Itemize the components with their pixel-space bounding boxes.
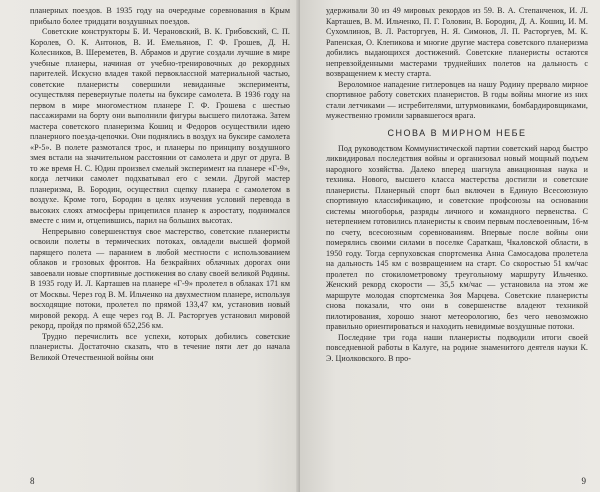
paragraph: удерживали 30 из 49 мировых рекордов из 59. В. А. Степанченок, И. Л. Карташев, В. М. Ильченко, П. Г. Головин, В. Бородин, Д. А. Кошиц, И. М. Сухомлинов, В. Л. Расторгуев, Н. Я. Симонов, Л. П. Расторгуев, М. К. Рапенская, О. Клепикова и многие другие мастера советского планеризма добились выдающихся достижений. Советские планеристы остаются непревзойденными мастерами труднейших полетов на дальность с возвращением к месту старта. — [326, 6, 588, 78]
paragraph: Вероломное нападение гитлеровцев на нашу Родину прервало мирное спортивное работу советских планеристов. В годы войны многие из них стали летчиками — истребителями, штурмовиками, бомбардировщиками, мужественно громили зарвавшегося врага. — [326, 79, 588, 120]
page-number: 8 — [30, 476, 35, 486]
right-page — [300, 0, 600, 492]
paragraph: Советские конструкторы Б. И. Черановский, В. К. Грибовский, С. П. Королев, О. К. Антонов, В. И. Емельянов, Г. Ф. Грошев, Д. Н. Колесников, В. Шереметев, В. Абрамов и другие создали лучшие в мире учебные планеры, начиная от учебно-тренировочных до рекордных парителей. Искусно владея такой первоклассной материальной частью, советские планеристы совершили невиданные эксперименты, осуществляя перевернутые полеты на буксире самолета. В 1936 году на первом в мире многоместном планере Г. Ф. Грошева с шестью пассажирами на борту они выполнили фигуры высшего пилотажа. Затем мастера советского планеризма Кошиц и Федоров осуществили идею планерного поезда-цепочки. Они поднялись в воздух на буксире самолета «Р-5». В полете размотался трос, и планеры по принципу воздушного змея встали на значительном расстоянии от самолета и друг от друга. В то же время Н. С. Юдин произвел смелый эксперимент на планере «Г-9», когда летчики самолет подхватывал его с земли. Другой мастер планеризма, В. Бородин, осуществил сцепку планера с самолетом в воздухе. Кроме того, Бородин в целях изучения условий перевода в высоких слоях атмосферы прицепился планер к аэростату, поднимался вместе с ним и, отцепившись, парил на больших высотах. — [30, 27, 290, 225]
paragraph: Трудно перечислить все успехи, которых добились советские планеристы. Достаточно сказать, что в течение пяти лет до начала Великой Отечественной войны они — [30, 331, 290, 362]
paragraph: Непрерывно совершенствуя свое мастерство, советские планеристы освоили полеты в термических потоках, овладели высшей формой парящего полета — паранием в любой местности с использованием облаков и грозовых фронтов. На безкрайних облачных дорогах они завоевали новые спортивные достижения во славу своей великой Родины. В 1935 году И. Л. Карташев на планере «Г-9» пролетел в облаках 171 км от Москвы. Через год В. М. Ильченко на двухместном планере, используя восходящие потоки, пролетел по прямой 133,47 км, установив новый мировой рекорд. А еще через год В. Л. Расторгуев установил мировой рекорд, пройдя по прямой 652,256 км. — [30, 226, 290, 330]
paragraph: Под руководством Коммунистической партии советский народ быстро ликвидировал последствия войны и организовал новый мощный подъем народного хозяйства. Далеко вперед шагнула авиационная наука и техника. Нового, высшего класса мастерства достигли и советские планеристы. Планерный спорт был включен в Единую Всесоюзную спортивную классификацию, и советские профсоюзы на основании системы многоборья, разряды личного и командного первенства. С нетерпением готовились планеристы к своим первым послевоенным, 16-м по счету, всесоюзным соревнованиям. Впервые после войны они померялись своими силами в поселке Сараткаш, Чкаловской области, в 1950 году. Тогда серпуховская спортсменка Анна Самосадова пролетела на дальность 145 км с возвращением на старт. Со скоростью 51 км/час пролетел по стокилометровому треугольному маршруту Ильченко. Женский рекорд скорости — 35,5 км/час — установила на этом же маршруте молодая спортсменка Зоя Марцева. Советские планеристы снова показали, что они в совершенстве владеют техникой пилотирования, хорошо знают метеорологию, без чего невозможно правильно ориентироваться и находить невидимые воздушные потоки. — [326, 143, 588, 331]
paragraph: планерных поездов. В 1935 году на очередные соревнования в Крым прибыло более тридцати воздушных поездов. — [30, 6, 290, 26]
paragraph: Последние три года наши планеристы подводили итоги своей повседневной работы в Калуге, на родине знаменитого деятеля науки К. Э. Циолковского. В про- — [326, 332, 588, 363]
page-number: 9 — [581, 476, 586, 486]
section-heading: СНОВА В МИРНОМ НЕБЕ — [387, 127, 527, 138]
